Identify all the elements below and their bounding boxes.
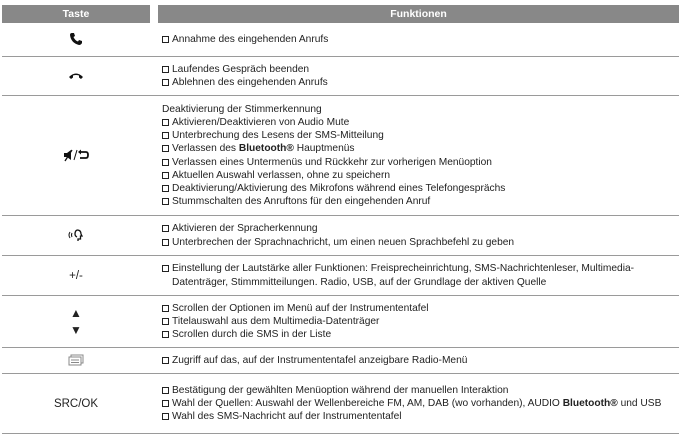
list-item: Stummschalten des Anruftons für den eingehenden Anruf [162,195,679,208]
list-item: Unterbrechen der Sprachnachricht, um einen neuen Sprachbefehl zu geben [162,236,679,249]
list-item: Laufendes Gespräch beenden [162,63,679,76]
table-row [2,23,679,57]
list-item: Aktivieren/Deaktivieren von Audio Mute [162,116,679,129]
key-cell [2,256,150,295]
table-row [2,96,679,216]
table-row [2,374,679,434]
volume-key-label: +/- [69,269,83,282]
key-cell [2,348,150,373]
functions-cell [158,374,679,433]
key-cell [2,57,150,95]
list-intro: Deaktivierung der Stimmerkennung [162,103,322,115]
list-item: Verlassen des Bluetooth® Hauptmenüs [162,142,679,155]
table-row [2,348,679,374]
functions-cell [158,256,679,295]
key-cell [2,296,150,347]
list-item: Deaktivierung/Aktivierung des Mikrofons während eines Telefongesprächs [162,182,679,195]
list-item: Titelauswahl aus dem Multimedia-Datenträger [162,315,679,328]
list-item: Aktivieren der Spracherkennung [162,222,679,235]
list-item: Einstellung der Lautstärke aller Funktionen: Freisprecheinrichtung, SMS-Nachrichtenleser, Multimedia-Datenträger, Stimmmitteilungen. Radio, USB, auf der Grundlage der aktiven Quelle [162,262,679,288]
arrow-up-icon: ▲ [70,306,82,320]
src-ok-key-label: SRC/OK [53,397,99,410]
voice-recognition-icon [68,228,84,244]
list-item: Zugriff auf das, auf der Instrumententafel anzeigbare Radio-Menü [162,354,679,367]
list-item: Wahl des SMS-Nachricht auf der Instrumententafel [162,410,679,423]
list-item: Aktuellen Auswahl verlassen, ohne zu speichern [162,169,679,182]
list-item: Unterbrechung des Lesens der SMS-Mitteilung [162,129,679,142]
table-row [2,256,679,296]
list-item: Ablehnen des eingehenden Anrufs [162,76,679,89]
header-functions: Funktionen [158,5,679,23]
list-item: Verlassen eines Untermenüs und Rückkehr zur vorherigen Menüoption [162,156,679,169]
list-item: Bestätigung der gewählten Menüoption während der manuellen Interaktion [162,384,679,397]
key-cell [2,216,150,255]
list-item: Wahl der Quellen: Auswahl der Wellenbereiche FM, AM, DAB (wo vorhanden), AUDIO Bluetooth® und USB [162,397,679,410]
table-row [2,216,679,256]
radio-menu-icon [68,354,84,368]
list-item: Scrollen durch die SMS in der Liste [162,328,679,341]
header-key: Taste [2,5,150,23]
table-row [2,296,679,348]
functions-cell [158,96,679,215]
table-row [2,57,679,96]
key-cell [2,96,150,215]
phone-hangup-icon [68,69,84,83]
up-down-arrows-icon [70,306,82,337]
functions-cell [158,296,679,347]
functions-cell [158,216,679,255]
key-cell [2,23,150,56]
functions-cell [158,23,679,56]
phone-accept-icon [69,32,83,48]
functions-table [2,5,679,434]
list-item: Annahme des eingehenden Anrufs [162,33,679,46]
table-header [2,5,679,23]
key-cell [2,374,150,433]
mute-back-icon [63,148,89,164]
arrow-down-icon: ▼ [70,323,82,337]
functions-cell [158,348,679,373]
functions-cell [158,57,679,95]
list-item: Scrollen der Optionen im Menü auf der Instrumententafel [162,302,679,315]
